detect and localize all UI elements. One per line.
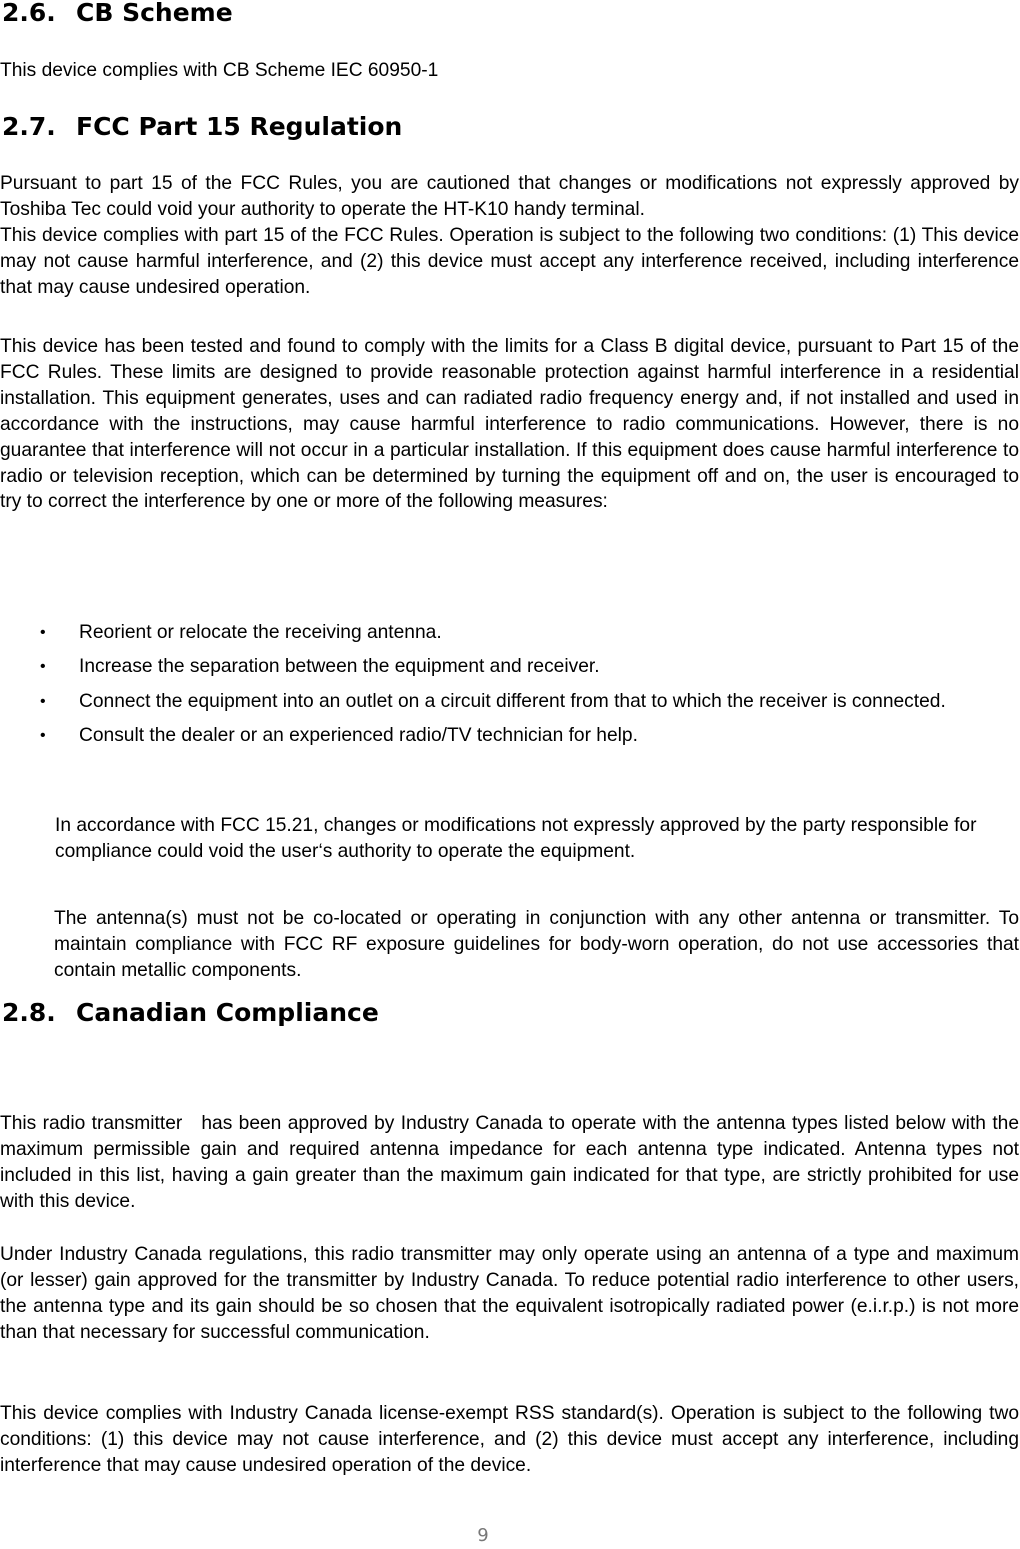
bullet-icon: •	[40, 624, 46, 641]
fcc-paragraph-1: Pursuant to part 15 of the FCC Rules, you are cautioned that changes or modifications not expressly approved by Toshiba Tec could void your authority to operate the HT-K10 handy terminal.	[0, 173, 1019, 220]
section-number: 2.6.	[2, 0, 56, 27]
antenna-colocation-note: The antenna(s) must not be co-located or operating in conjunction with any other antenna or transmitter. To maintain compliance with FCC RF exposure guidelines for body-worn operation, do not use accessories that contain metallic components.	[54, 908, 1019, 981]
canada-paragraph-3: This device complies with Industry Canada license-exempt RSS standard(s). Operation is subject to the following two conditions: (1) this device may not cause interference, and (2) this device must accept any interference, including interference that may cause undesired operation of the device.	[0, 1403, 1019, 1476]
section-heading-canadian-compliance	[2, 998, 379, 1028]
canada-paragraph-2: Under Industry Canada regulations, this radio transmitter may only operate using an antenna of a type and maximum (or lesser) gain approved for the transmitter by Industry Canada. To reduce potential radio interference to other users, the antenna type and its gain should be so chosen that the equivalent isotropically radiated power (e.i.r.p.) is not more than that necessary for successful communication.	[0, 1244, 1019, 1343]
fcc-paragraph-2: This device complies with part 15 of the FCC Rules. Operation is subject to the following two conditions: (1) This device may not cause harmful interference, and (2) this device must accept any interference received, including interference that may cause undesired operation.	[0, 225, 1019, 298]
list-item: • Reorient or relocate the receiving antenna.	[0, 620, 1019, 646]
section-number: 2.7.	[2, 112, 56, 141]
fcc-15-21-note: In accordance with FCC 15.21, changes or modifications not expressly approved by the party responsible for compliance could void the user‘s authority to operate the equipment.	[55, 815, 977, 862]
page-number: 9	[477, 1525, 489, 1546]
bullet-icon: •	[40, 692, 46, 710]
bullet-icon: •	[40, 658, 46, 676]
section-number: 2.8.	[2, 998, 56, 1027]
cb-scheme-text: This device complies with CB Scheme IEC 60950-1	[0, 60, 439, 81]
fcc-paragraph-3: This device has been tested and found to comply with the limits for a Class B digital device, pursuant to Part 15 of the FCC Rules. These limits are designed to provide reasonable protection against harmful interference in a residential installation. This equipment generates, uses and can radiated radio frequency energy and, if not installed and used in accordance with the instructions, may cause harmful interference to radio communications. However, there is no guarantee that interference will not occur in a particular installation. If this equipment does cause harmful interference to radio or television reception, which can be determined by turning the equipment off and on, the user is encouraged to try to correct the interference by one or more of the following measures:	[0, 336, 1019, 513]
section-heading-cb-scheme	[2, 0, 233, 28]
section-title: CB Scheme	[76, 0, 233, 27]
section-title: FCC Part 15 Regulation	[76, 112, 403, 141]
canada-paragraph-1: This radio transmitter has been approved by Industry Canada to operate with the antenna types listed below with the maximum permissible gain and required antenna impedance for each antenna type indicated. Antenna types not included in this list, having a gain greater than the maximum gain indicated for that type, are strictly prohibited for use with this device.	[0, 1113, 1019, 1212]
list-item: • Consult the dealer or an experienced radio/TV technician for help.	[0, 723, 1019, 749]
fcc-measures-list	[0, 620, 1019, 758]
section-title: Canadian Compliance	[76, 998, 379, 1027]
bullet-icon: •	[40, 727, 46, 745]
section-heading-fcc-part-15	[2, 112, 402, 142]
list-item: • Increase the separation between the equipment and receiver.	[0, 654, 1019, 680]
list-item: • Connect the equipment into an outlet on a circuit different from that to which the receiver is connected.	[0, 689, 1019, 715]
